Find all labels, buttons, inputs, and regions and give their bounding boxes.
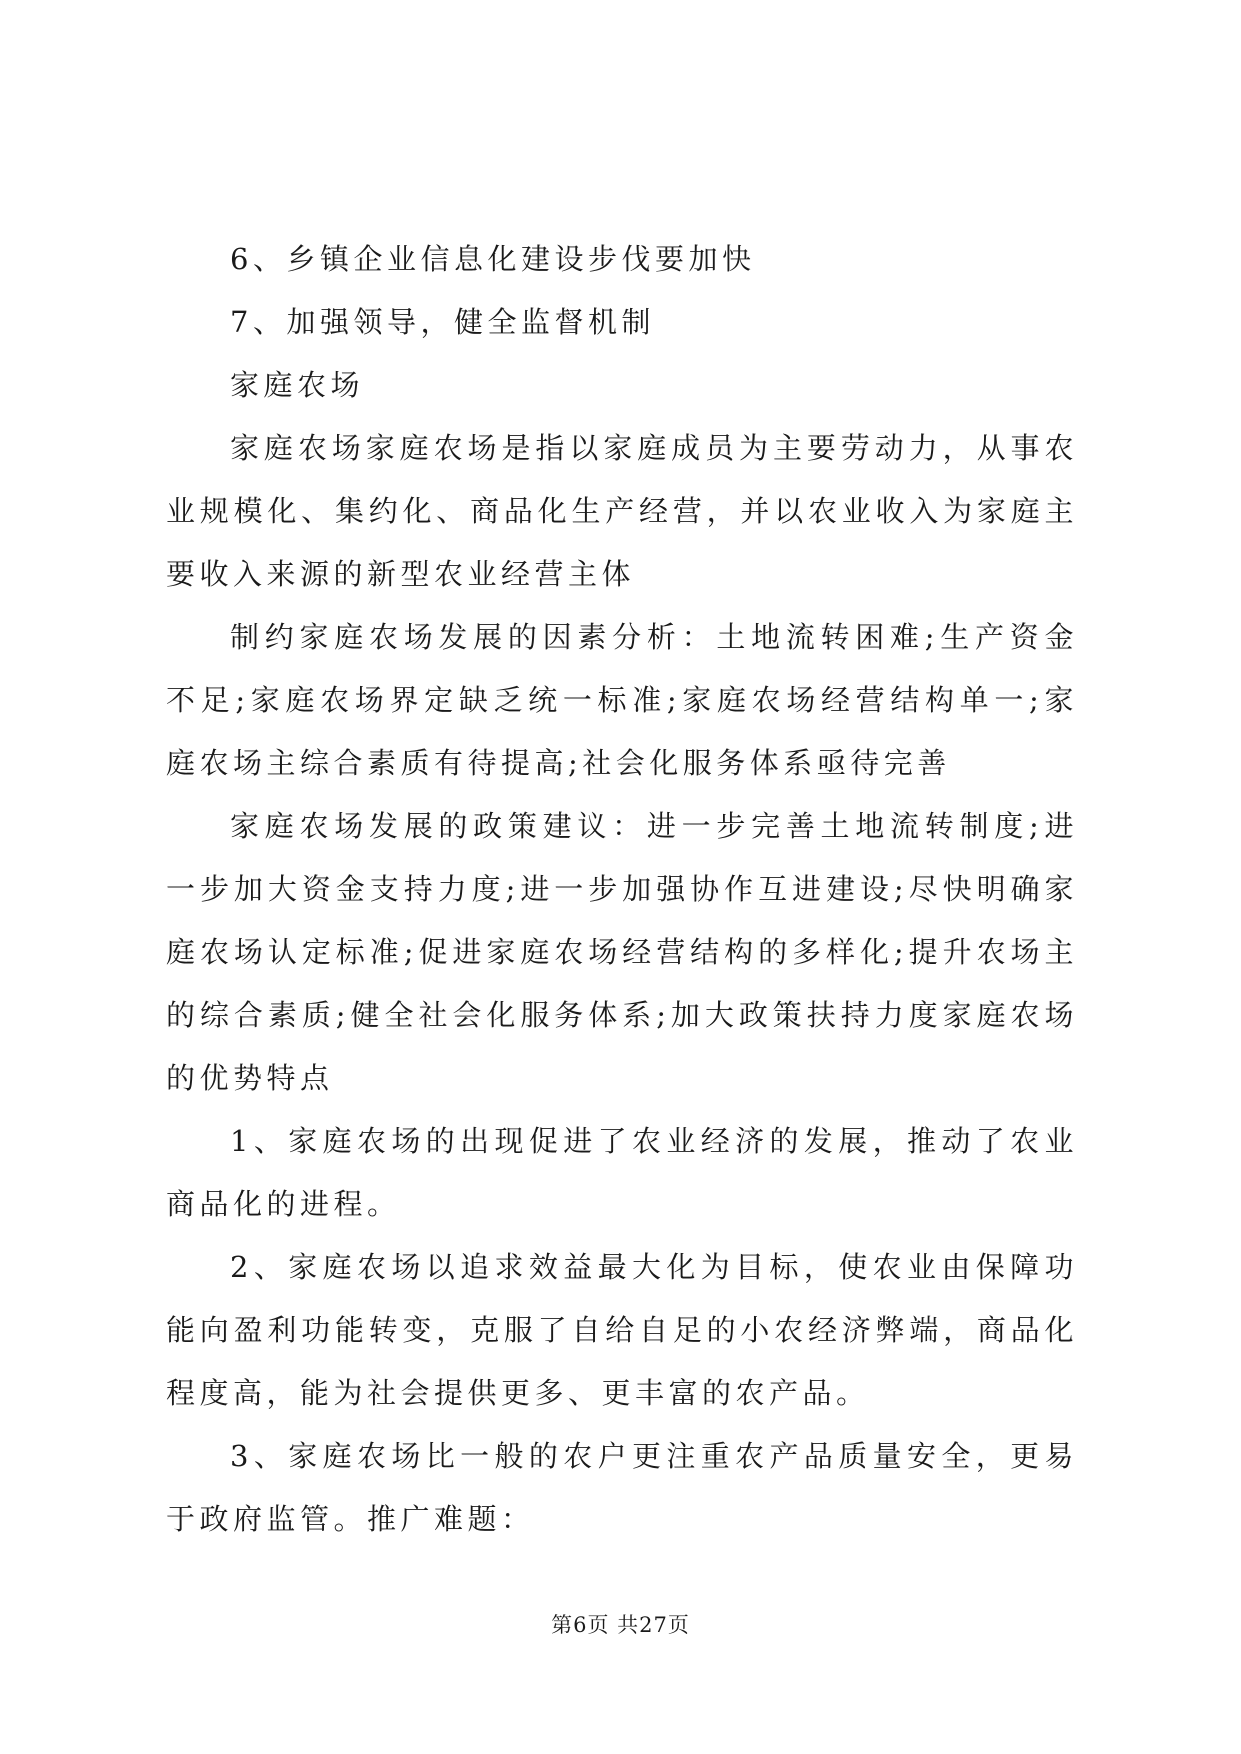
paragraph-definition: 家庭农场家庭农场是指以家庭成员为主要劳动力，从事农业规模化、集约化、商品化生产经营，并以农业收入为家庭主要收入来源的新型农业经营主体 bbox=[166, 431, 1078, 591]
paragraph-constraints: 制约家庭农场发展的因素分析：土地流转困难;生产资金不足;家庭农场界定缺乏统一标准;家庭农场经营结构单一;家庭农场主综合素质有待提高;社会化服务体系亟待完善 bbox=[166, 620, 1078, 780]
document-body bbox=[166, 228, 1078, 1551]
paragraph-advantage-3: 3、家庭农场比一般的农户更注重农产品质量安全，更易于政府监管。推广难题： bbox=[166, 1439, 1078, 1536]
page-number-footer: 第6页 共27页 bbox=[551, 1613, 690, 1637]
paragraph-policy-suggestions: 家庭农场发展的政策建议：进一步完善土地流转制度;进一步加大资金支持力度;进一步加强协作互进建设;尽快明确家庭农场认定标准;促进家庭农场经营结构的多样化;提升农场主的综合素质;健全社会化服务体系;加大政策扶持力度家庭农场的优势特点 bbox=[166, 809, 1078, 1095]
paragraph-item-7: 7、加强领导，健全监督机制 bbox=[230, 305, 655, 339]
paragraph-advantage-2: 2、家庭农场以追求效益最大化为目标，使农业由保障功能向盈利功能转变，克服了自给自足的小农经济弊端，商品化程度高，能为社会提供更多、更丰富的农产品。 bbox=[166, 1250, 1078, 1410]
paragraph-advantage-1: 1、家庭农场的出现促进了农业经济的发展，推动了农业商品化的进程。 bbox=[166, 1124, 1078, 1221]
section-heading: 家庭农场 bbox=[230, 368, 365, 402]
paragraph-item-6: 6、乡镇企业信息化建设步伐要加快 bbox=[230, 242, 756, 276]
